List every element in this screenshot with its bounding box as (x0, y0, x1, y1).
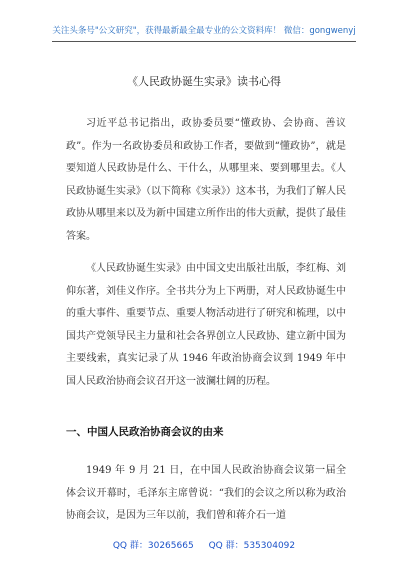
header-promo-text: 关注头条号"公文研究"，获得最新最全最专业的公文资料库！ 微信：gongwenyj (52, 26, 356, 36)
section-heading: 一、中国人民政治协商会议的由来 (66, 426, 224, 438)
footer-qq-group-2: QQ 群：535304092 (208, 541, 296, 551)
header-divider (52, 41, 356, 42)
body-paragraph-1: 习近平总书记指出，政协委员要“懂政协、会协商、善议政”。作为一名政协委员和政协工作者，要做到“懂政协”，就是要知道人民政协是什么、干什么，从哪里来、要到哪里去。《人民政协诞生实录》（以下简称《实录》）这本书，为我们了解人民政协从哪里来以及为新中国建立所作出的伟大贡献，提供了最佳答案。 (66, 118, 346, 242)
section-paragraph: 1949 年 9 月 21 日，在中国人民政治协商会议第一届全体会议开幕时，毛泽东主席曾说：“我们的会议之所以称为政治协商会议，是因为三年以前，我们曾和蒋介石一道 (66, 465, 346, 521)
document-title: 《人民政协诞生实录》读书心得 (127, 75, 281, 88)
body-paragraph-2: 《人民政协诞生实录》由中国文史出版社出版，李红梅、刘仰东著，刘佳义作序。全书共分为上下两册，对人民政协诞生中的重大事件、重要节点、重要人物活动进行了研究和梳理，以中国共产党领导民主力量和社会各界创立人民政协、建立新中国为主要线索，真实记录了从 1946 年政治协商会议到 1949 年中国人民政治协商会议召开这一波澜壮阔的历程。 (66, 263, 346, 387)
footer-qq-group-1: QQ 群：30265665 (112, 541, 194, 551)
footer-contact (0, 538, 408, 551)
